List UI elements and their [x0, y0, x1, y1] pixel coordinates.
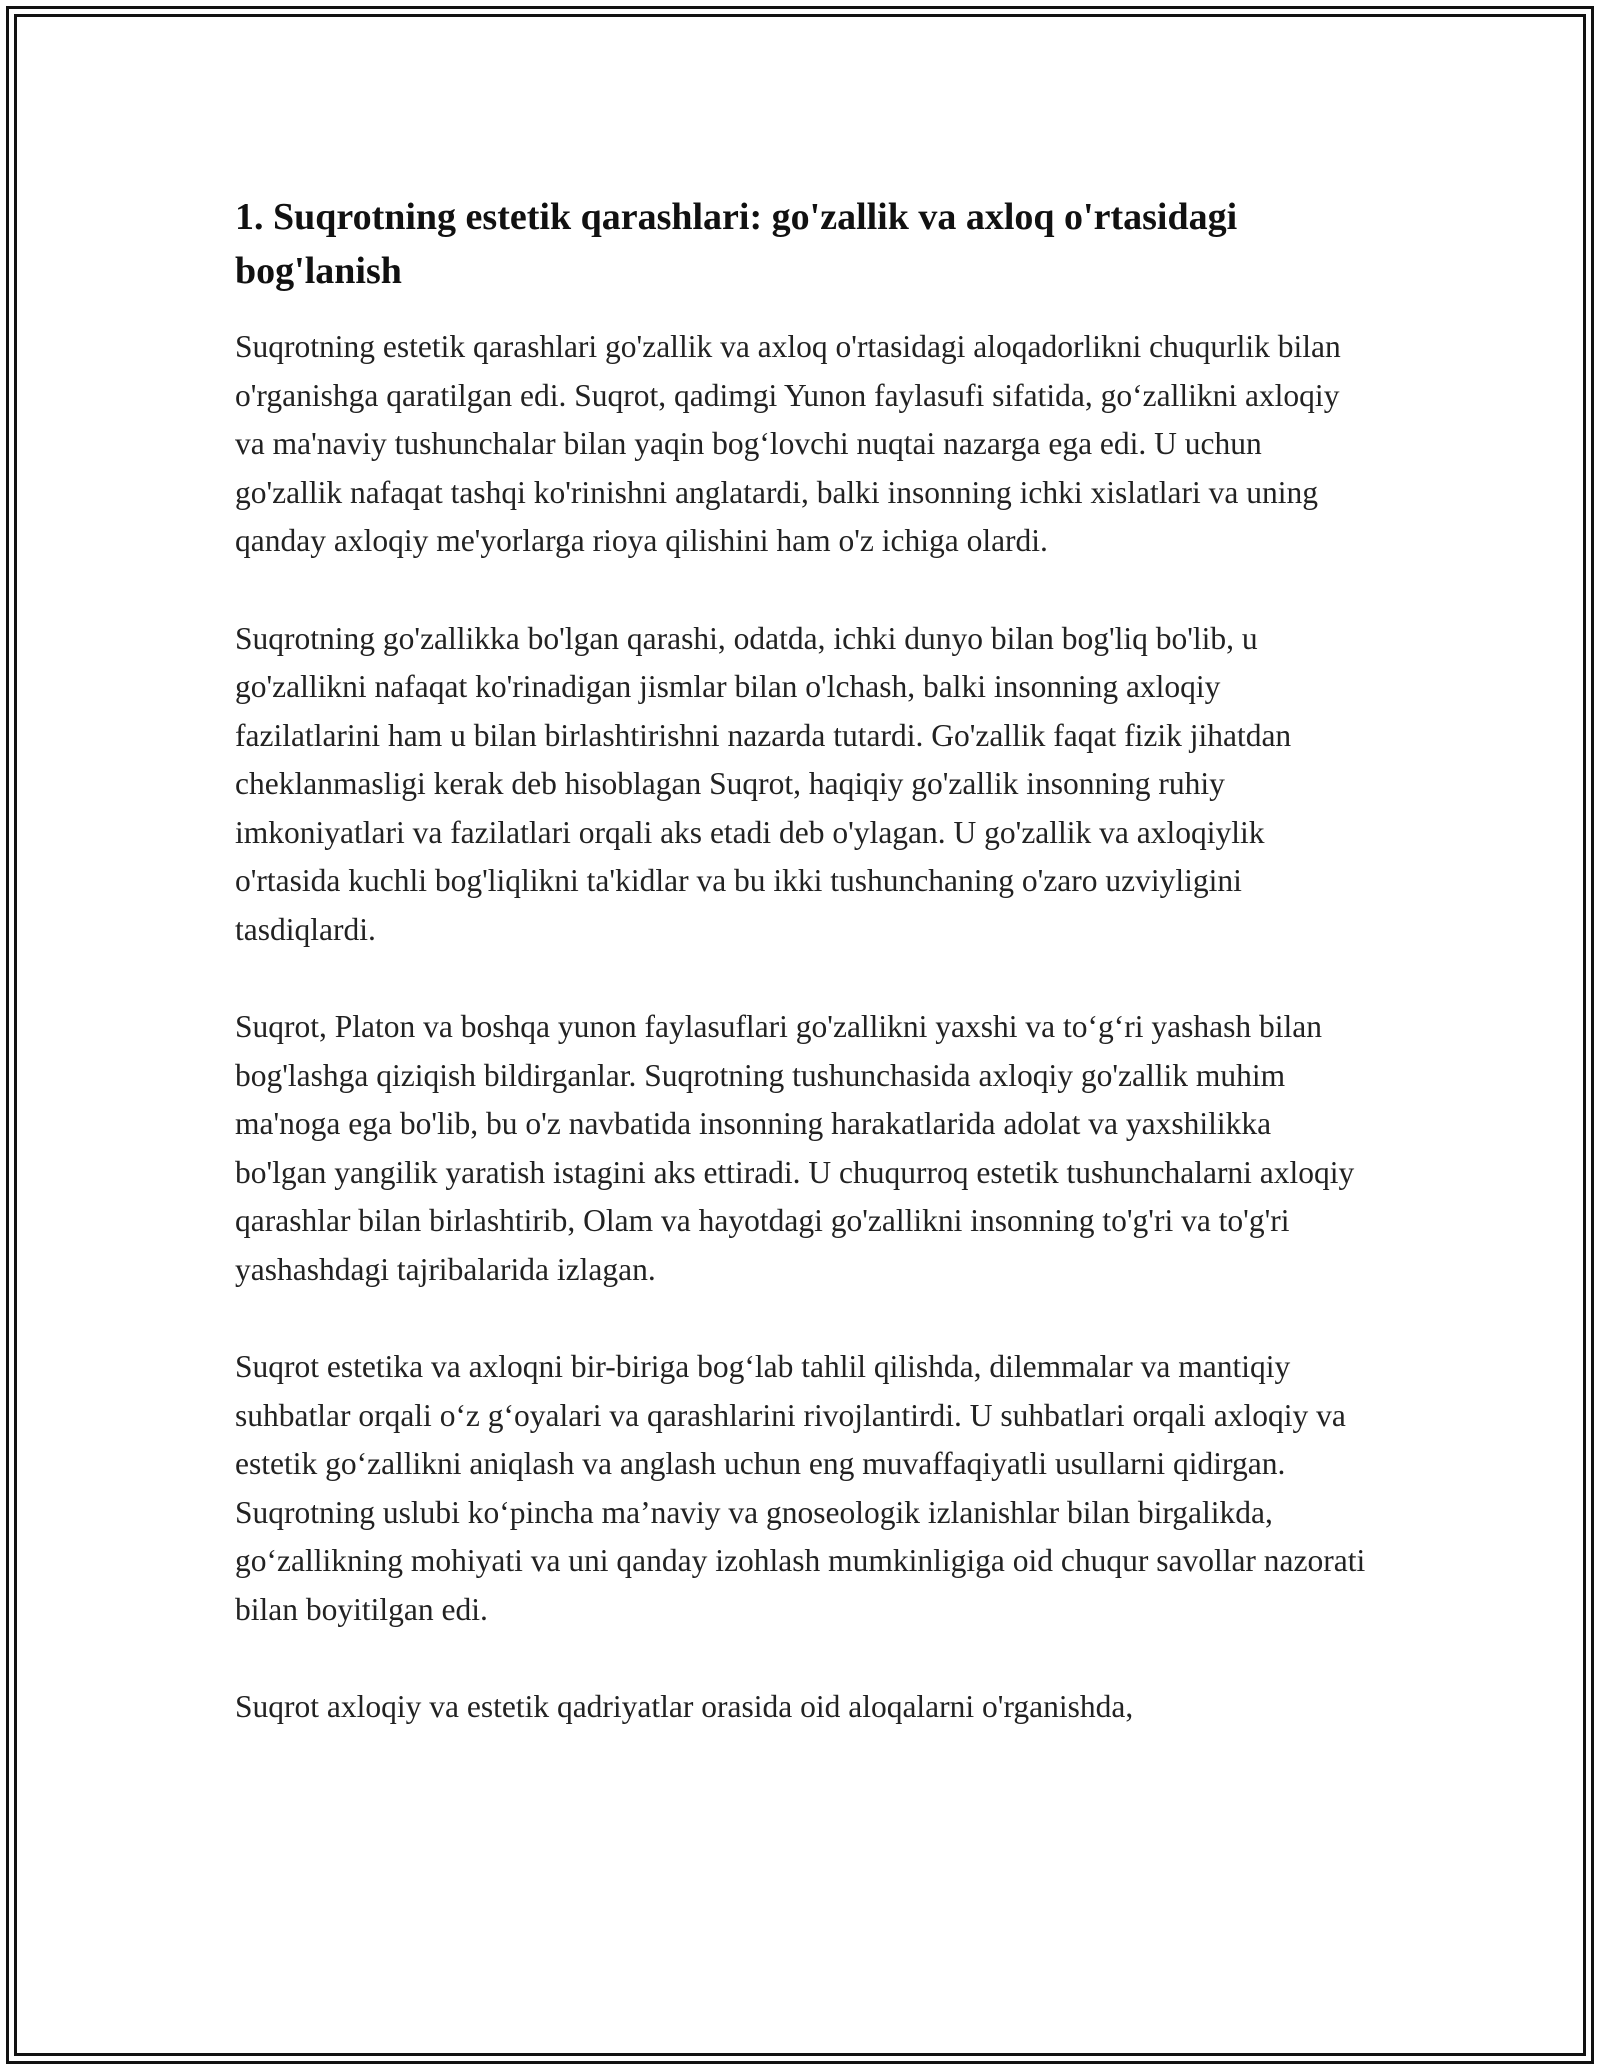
- paragraph-2: Suqrotning go'zallikka bo'lgan qarashi, odatda, ichki dunyo bilan bog'liq bo'lib, u go'zallikni nafaqat ko'rinadigan jismlar bilan o'lchash, balki insonning axloqiy fazilatlarini ham u bilan birlashtirishni nazarda tutardi. Go'zallik faqat fizik jihatdan cheklanmasligi kerak deb hisoblagan Suqrot, haqiqiy go'zallik insonning ruhiy imkoniyatlari va fazilatlari orqali aks etadi deb o'ylagan. U go'zallik va axloqiylik o'rtasida kuchli bog'liqlikni ta'kidlar va bu ikki tushunchaning o'zaro uzviyligini tasdiqlardi.: [235, 620, 1292, 947]
- paragraph-5: Suqrot axloqiy va estetik qadriyatlar orasida oid aloqalarni o'rganishda,: [235, 1689, 1134, 1724]
- paragraph-4: Suqrot estetika va axloqni bir-biriga bog‘lab tahlil qilishda, dilemmalar va mantiqiy suhbatlar orqali o‘z g‘oyalari va qarashlarini rivojlantirdi. U suhbatlari orqali axloqiy va estetik go‘zallikni aniqlash va anglash uchun eng muvaffaqiyatli usullarni qidirgan. Suqrotning uslubi ko‘pincha ma’naviy va gnoseologik izlanishlar bilan birgalikda, go‘zallikning mohiyati va uni qanday izohlash mumkinligiga oid chuqur savollar nazorati bilan boyitilgan edi.: [235, 1349, 1366, 1627]
- document-body: [235, 190, 1370, 1781]
- paragraph-3: Suqrot, Platon va boshqa yunon faylasuflari go'zallikni yaxshi va to‘g‘ri yashash bilan bog'lashga qiziqish bildirganlar. Suqrotning tushunchasida axloqiy go'zallik muhim ma'noga ega bo'lib, bu o'z navbatida insonning harakatlarida adolat va yaxshilikka bo'lgan yangilik yaratish istagini aks ettiradi. U chuqurroq estetik tushunchalarni axloqiy qarashlar bilan birlashtirib, Olam va hayotdagi go'zallikni insonning to'g'ri va to'g'ri yashashdagi tajribalarida izlagan.: [235, 1009, 1355, 1287]
- section-title: 1. Suqrotning estetik qarashlari: go'zallik va axloq o'rtasidagi bog'lanish: [235, 196, 1238, 292]
- paragraph-1: Suqrotning estetik qarashlari go'zallik va axloq o'rtasidagi aloqadorlikni chuqurlik bilan o'rganishga qaratilgan edi. Suqrot, qadimgi Yunon faylasufi sifatida, go‘zallikni axloqiy va ma'naviy tushunchalar bilan yaqin bog‘lovchi nuqtai nazarga ega edi. U uchun go'zallik nafaqat tashqi ko'rinishni anglatardi, balki insonning ichki xislatlari va uning qanday axloqiy me'yorlarga rioya qilishini ham o'z ichiga olardi.: [235, 329, 1341, 558]
